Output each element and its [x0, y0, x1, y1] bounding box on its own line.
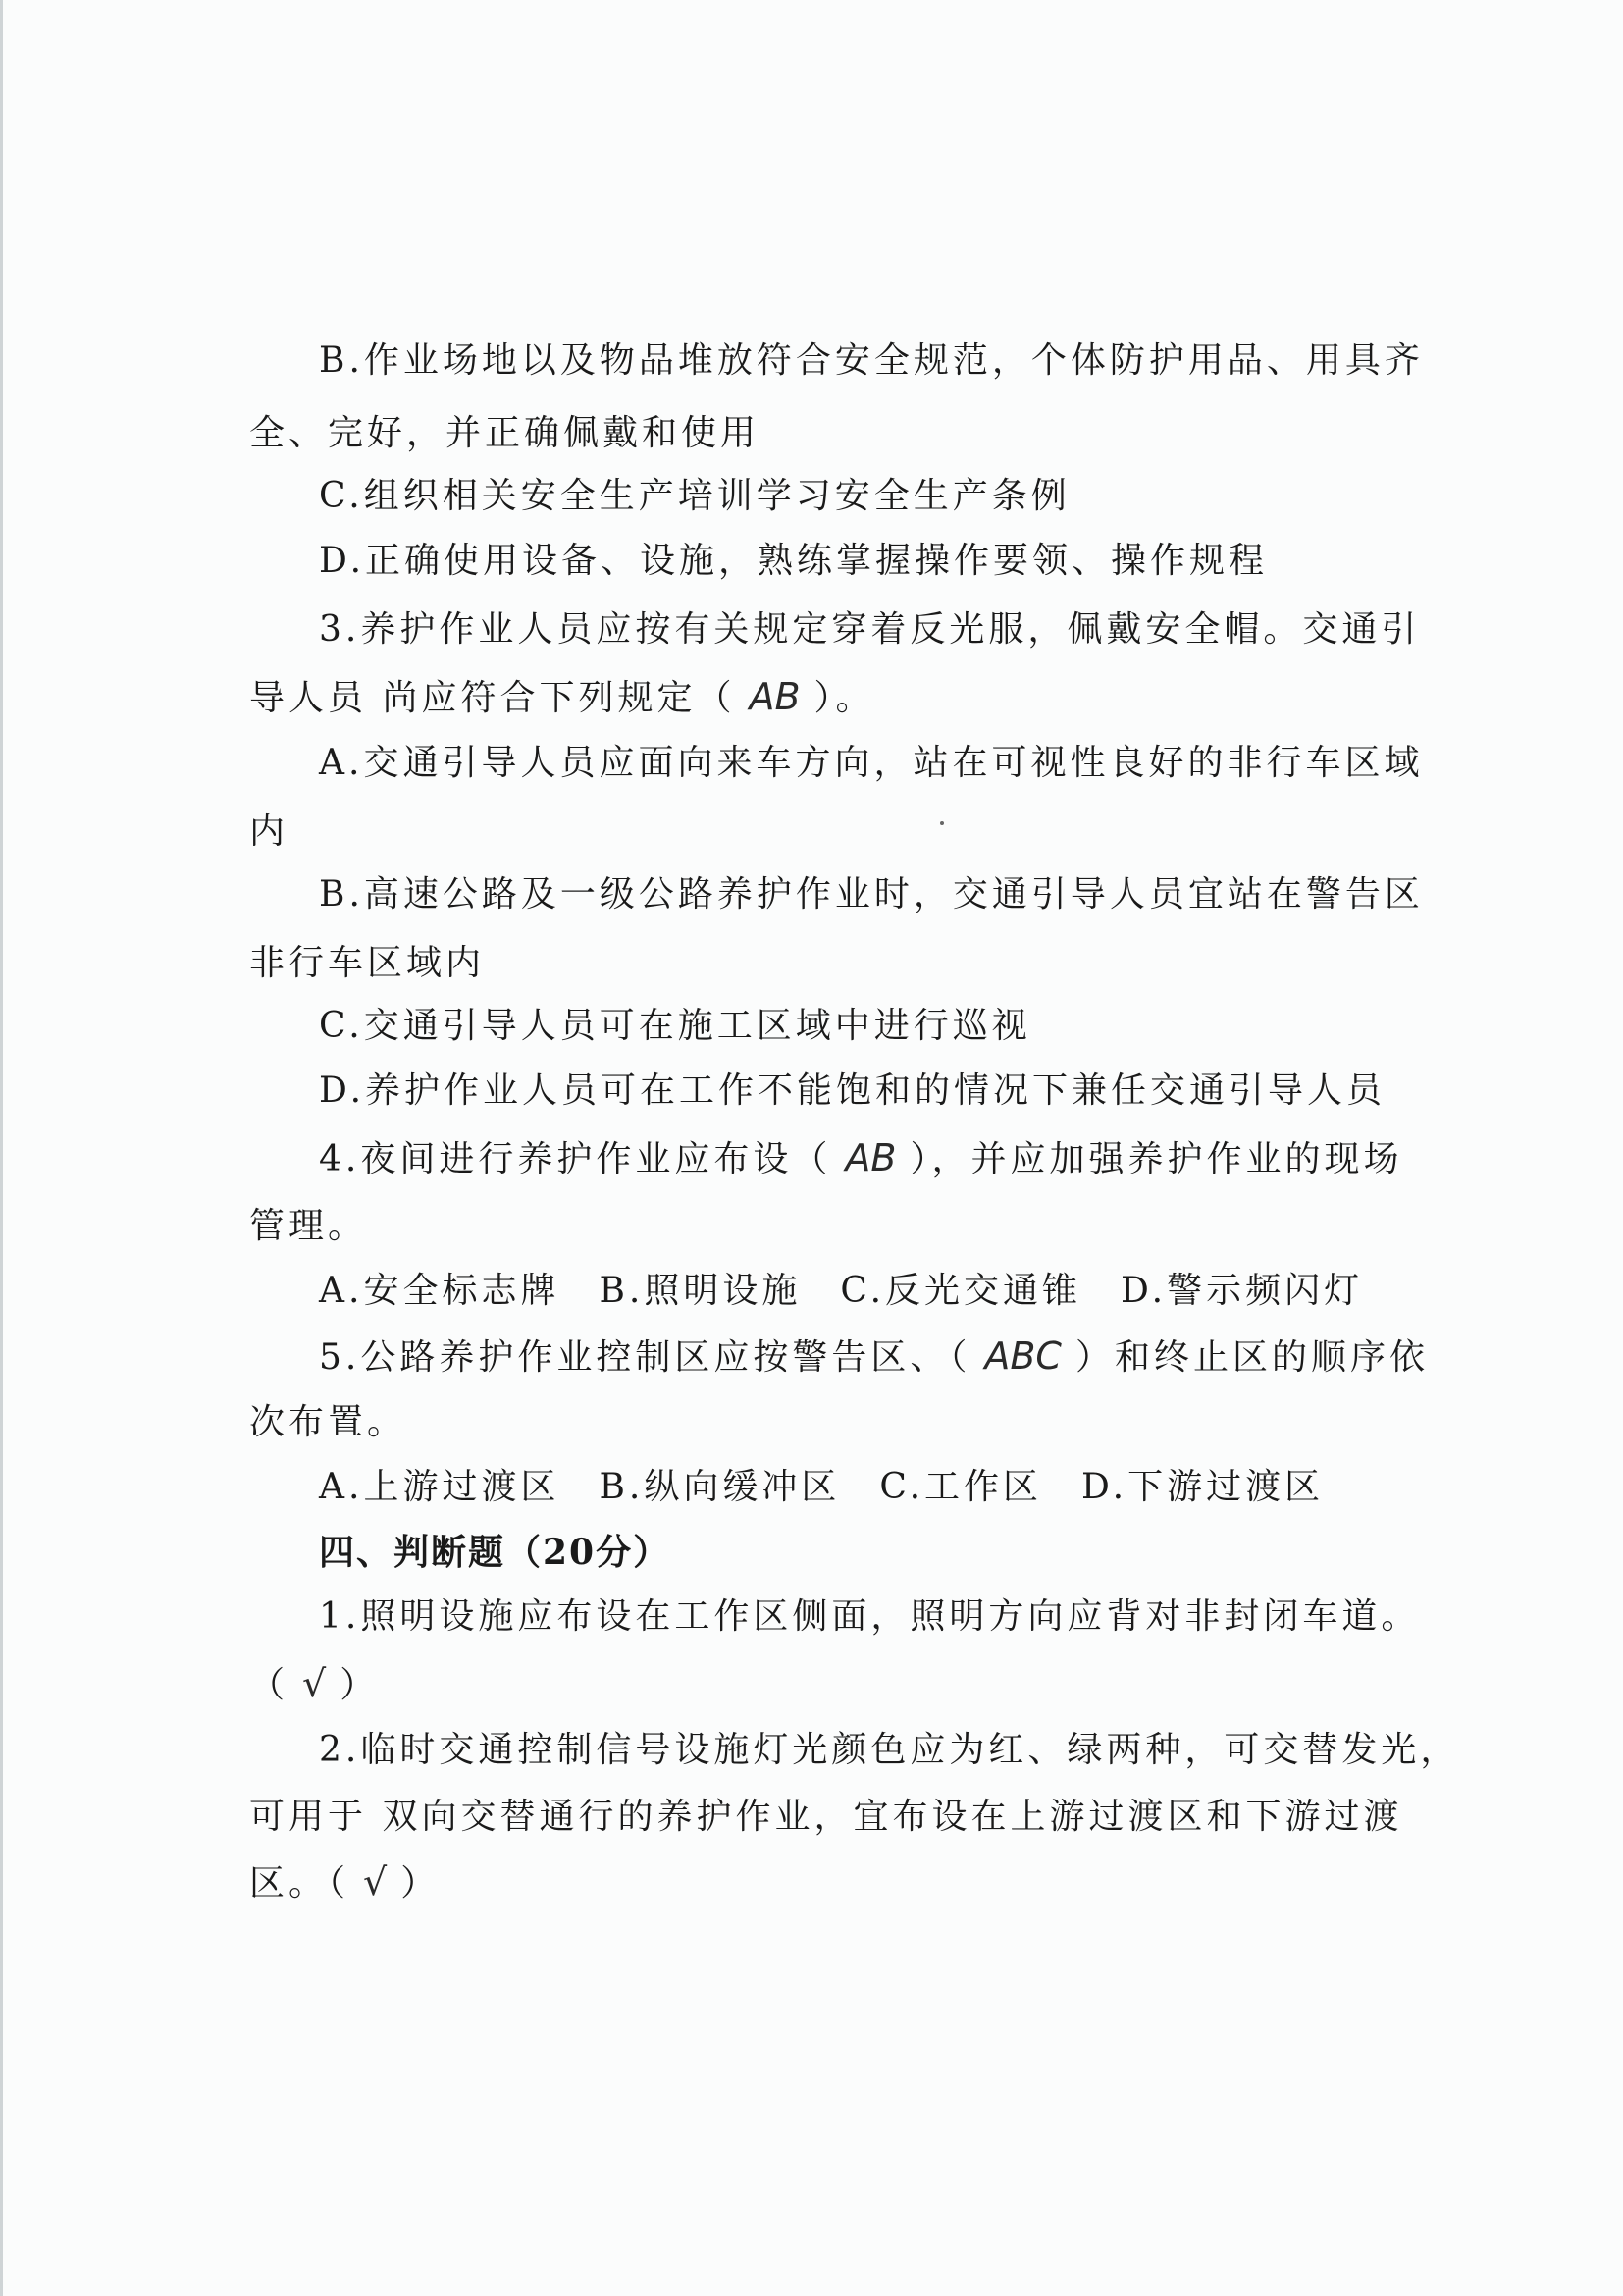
handwritten-answer: AB [749, 675, 801, 718]
text-segment: 区。（ [249, 1863, 350, 1904]
handwritten-answer: AB [845, 1136, 897, 1179]
handwritten-check: √ [363, 1860, 388, 1904]
text-line: C.交通引导人员可在施工区域中进行巡视 [319, 1006, 1031, 1046]
options-line: A.安全标志牌 B.照明设施 C.反光交通锥 D.警示频闪灯 [319, 1271, 1364, 1311]
text-segment: 4.夜间进行养护作业应布设（ [319, 1139, 832, 1179]
text-line: 可用于 双向交替通行的养护作业，宜布设在上游过渡区和下游过渡 [249, 1797, 1403, 1837]
text-line: 管理。 [249, 1206, 368, 1246]
judge-2-text: 2.临时交通控制信号设施灯光颜色应为红、绿两种，可交替发光， [319, 1730, 1460, 1770]
question-4-line [319, 1136, 1402, 1181]
question-3-line2 [249, 675, 875, 720]
text-line: 次布置。 [249, 1402, 407, 1442]
judge-1-answer-line [249, 1662, 379, 1707]
text-segment: ），并应加强养护作业的现场 [910, 1139, 1403, 1179]
judge-1-text: 1.照明设施应布设在工作区侧面，照明方向应背对非封闭车道。 [319, 1596, 1421, 1637]
question-5-line [319, 1334, 1429, 1380]
question-3-text: 3.养护作业人员应按有关规定穿着反光服，佩戴安全帽。交通引 [319, 609, 1421, 650]
text-segment: （ [249, 1665, 289, 1705]
text-segment: ） [340, 1665, 380, 1705]
text-segment: ）。 [813, 678, 875, 718]
scan-edge [0, 0, 3, 2296]
handwritten-answer: ABC [984, 1334, 1062, 1378]
text-line: 非行车区域内 [249, 943, 486, 983]
text-line: C.组织相关安全生产培训学习安全生产条例 [319, 476, 1071, 516]
text-line: 内 [249, 811, 289, 852]
options-line: A.上游过渡区 B.纵向缓冲区 C.工作区 D.下游过渡区 [319, 1467, 1325, 1507]
text-segment: 导人员 尚应符合下列规定（ [249, 678, 736, 718]
text-line: D.养护作业人员可在工作不能饱和的情况下兼任交通引导人员 [319, 1070, 1387, 1111]
text-line: B.高速公路及一级公路养护作业时，交通引导人员宜站在警告区 [319, 874, 1424, 914]
text-segment: 5.公路养护作业控制区应按警告区、（ [319, 1337, 971, 1378]
text-segment: ）和终止区的顺序依 [1074, 1337, 1429, 1378]
text-line: 全、完好，并正确佩戴和使用 [249, 413, 760, 453]
section-heading: 四、判断题（20分） [319, 1532, 671, 1573]
text-line: A.交通引导人员应面向来车方向，站在可视性良好的非行车区域 [319, 743, 1424, 783]
text-line: D.正确使用设备、设施，熟练掌握操作要领、操作规程 [319, 541, 1269, 581]
scan-speck [940, 821, 944, 825]
handwritten-check: √ [302, 1662, 327, 1705]
text-line: B.作业场地以及物品堆放符合安全规范，个体防护用品、用具齐 [319, 340, 1424, 381]
judge-2-answer-line [249, 1860, 440, 1905]
text-segment: ） [400, 1863, 441, 1904]
